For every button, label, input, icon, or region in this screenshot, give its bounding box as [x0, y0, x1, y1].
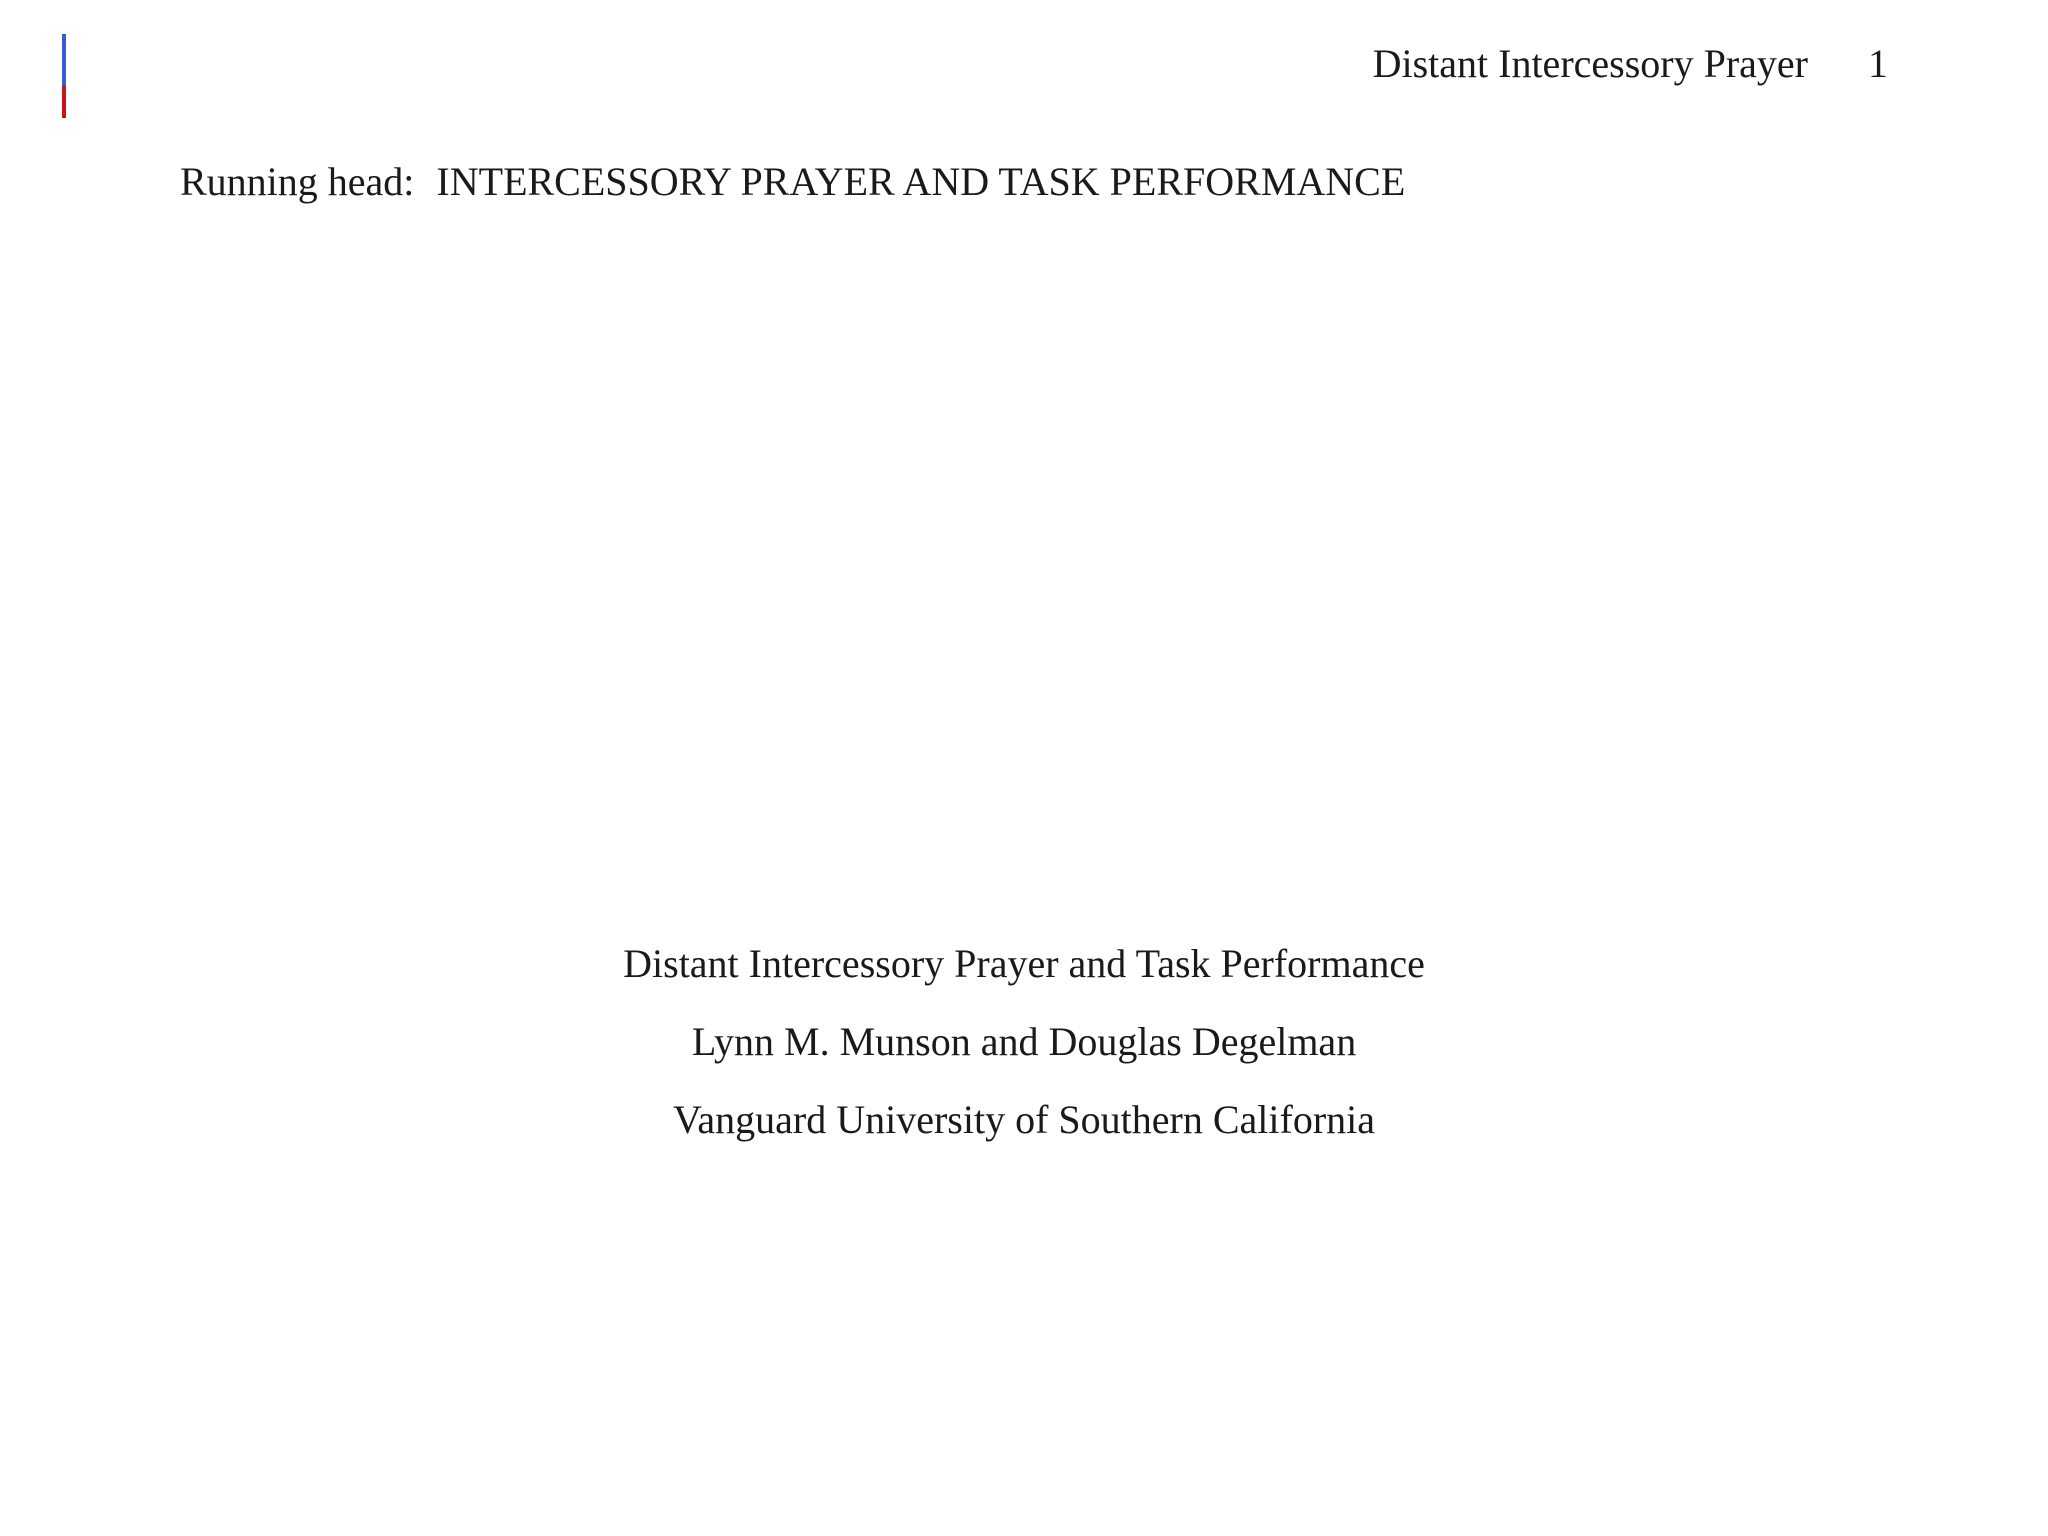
revision-change-bar	[62, 34, 66, 118]
running-head	[180, 158, 1405, 205]
change-bar-top-segment	[62, 34, 66, 86]
running-head-label: Running head:	[180, 159, 415, 204]
header-short-title: Distant Intercessory Prayer	[1372, 41, 1808, 86]
page-number: 1	[1868, 41, 1888, 86]
change-bar-bottom-segment	[62, 86, 66, 118]
paper-authors: Lynn M. Munson and Douglas Degelman	[691, 1019, 1357, 1064]
paper-affiliation: Vanguard University of Southern California	[672, 1097, 1376, 1142]
page-header	[1373, 40, 1888, 87]
paper-title: Distant Intercessory Prayer and Task Performance	[623, 941, 1425, 986]
running-head-text: INTERCESSORY PRAYER AND TASK PERFORMANCE	[436, 159, 1406, 204]
title-block	[0, 925, 2048, 1159]
